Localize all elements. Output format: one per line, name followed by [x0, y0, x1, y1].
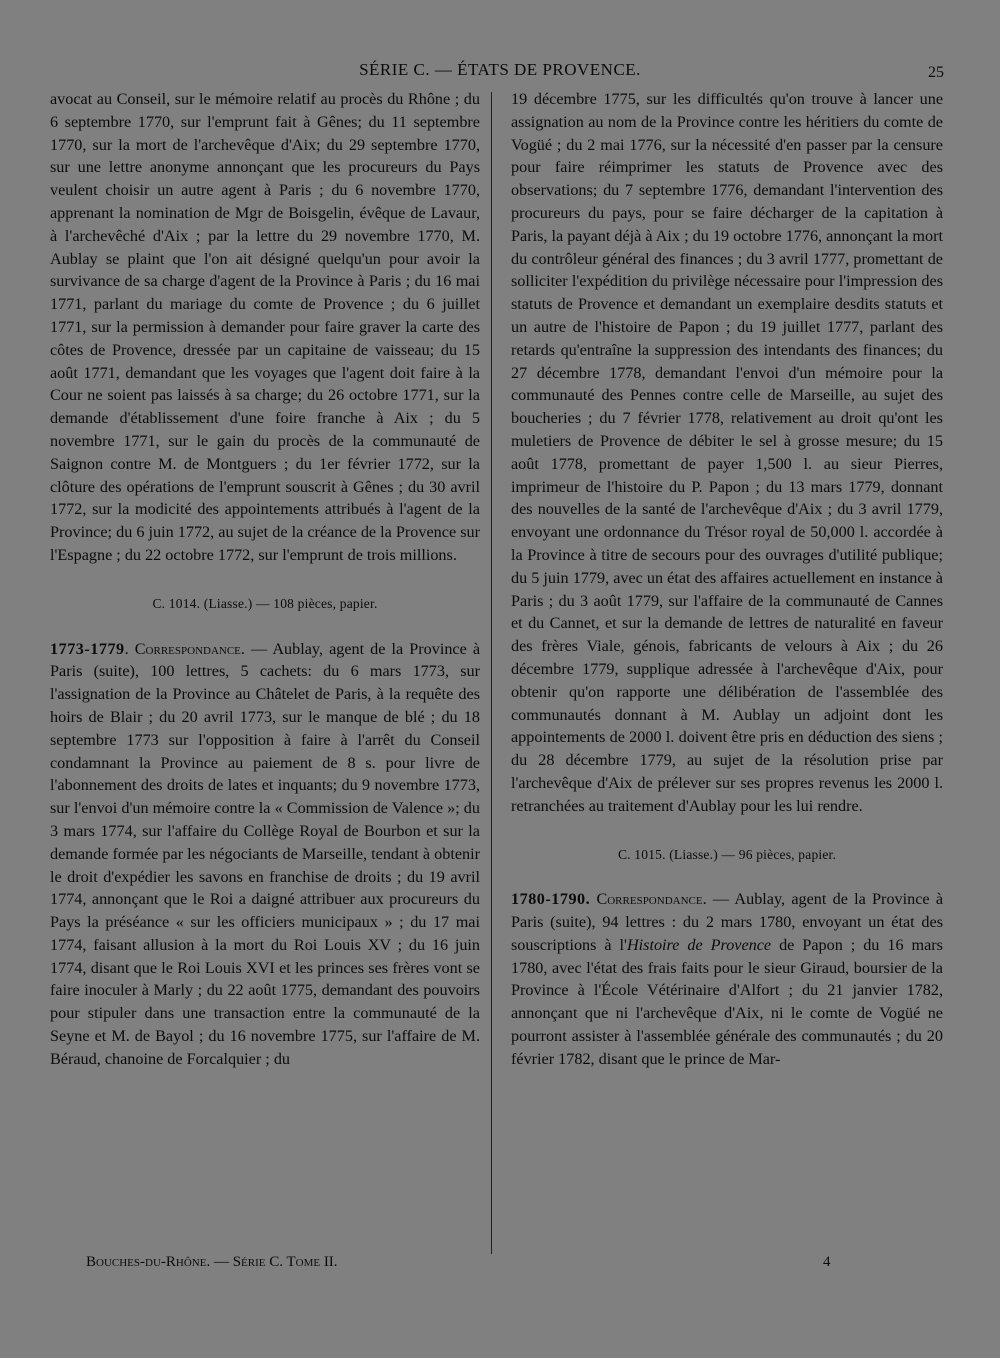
cote-c1015: C. 1015. (Liasse.) — 96 pièces, papier. [617, 846, 837, 862]
page-number: 25 [928, 64, 944, 81]
entry-years: 1780-1790. [511, 890, 591, 909]
entry-text: — Aublay, agent de la Province à Paris (suite), 100 lettres, 5 cachets: du 6 mars 1773, sur l'assignation de la Province au Châtelet de Paris, à la requête des hoirs de Blair ; du 20 avril 1773, sur le manque de blé ; du 18 septembre 1773 sur l'opposition à faire à l'arrêt du Conseil condamnant la Province au paiement de 8 s. pour livre de l'abonnement des droits de lates et inquants; du 9 novembre 1773, sur l'envoi d'un mémoire contre la « Commission de Valence »; du 3 mars 1774, sur l'affaire du Collège Royal de Bourbon et sur la demande formée par les négociants de Marseille, tendant à obtenir le droit d'expédier les savons en franchise de droits ; du 19 avril 1774, annonçant que le Roi a daigné attribuer aux procureurs du Pays la préséance « sur les officiers municipaux » ; du 17 mai 1774, faisant allusion à la mort du Roi Louis XV ; du 16 juin 1774, disant que le Roi Louis XVI et les princes ses frères vont se faire inoculer à Marly ; du 22 août 1775, demandant des pouvoirs pour stipuler dans une transaction entre la communauté de la Seyne et M. de Bayol ; du 16 novembre 1775, sur l'affaire de M. Béraud, chanoine de Forcalquier ; du [50, 639, 481, 1068]
entry-text-a: — Aublay, agent de la Province à Paris (suite), 94 lettres : du 2 mars 1780, envoyant un état des souscriptions à l' [511, 890, 944, 954]
entry-label: Correspondance. [134, 639, 245, 658]
cote-c1014: C. 1014. (Liasse.) — 108 pièces, papier. [152, 595, 378, 611]
right-paragraph-continuation: 19 décembre 1775, sur les difficultés qu'on trouve à lancer une assignation au nom de la Province contre les héritiers du comte de Vogüé ; du 2 mai 1776, sur la nécessité d'en passer par la censure pour faire réimprimer les statuts de Provence avec des observations; du 7 septembre 1776, demandant l'intervention des procureurs du pays, pour se faire décharger de la capitation à Paris, la payant déjà à Aix ; du 19 octobre 1776, annonçant la mort du contrôleur général des finances ; du 3 avril 1777, promettant de solliciter l'expédition du privilège nécessaire pour l'impression des statuts de Provence et demandant un exemplaire desdits statuts et un autre de l'histoire de Papon ; du 19 juillet 1777, parlant des retards qu'entraîne la suppression des intendants des finances; du 27 décembre 1778, demandant l'envoi d'un mémoire pour la communauté des Pennes contre celle de Marseille, au sujet des boucheries ; du 7 février 1778, relativement au droit qu'ont les muletiers de Provence de débiter le sel à grosse mesure; du 15 août 1778, promettant de payer 1,500 l. au sieur Pierres, imprimeur de l'histoire du P. Papon ; du 13 mars 1779, donnant des nouvelles de la santé de l'archevêque d'Aix ; du 3 avril 1779, envoyant une ordonnance du Trésor royal de 50,000 l. accordée à la Province à titre de secours pour des ouvrages d'utilité publique; du 5 juin 1779, avec un état des affaires actuellement en instance à Paris ; du 3 août 1779, sur l'affaire de la communauté de Cannes et du Cannet, et sur la demande de lettres de naturalité en faveur des frères Viale, génois, fabricants de velours à Aix ; du 26 décembre 1779, supplique adressée à l'archevêque d'Aix, pour obtenir qu'on rapporte une délibération de l'assemblée des communautés donnant à M. Aublay un adjoint dont les appointements de 2000 l. doivent être pris en déduction des siens ; du 28 décembre 1779, au sujet de la résolution prise par l'archevêque d'Aix de prélever sur ses propres revenus les 2000 l. retranchées au traitement d'Aublay pour les lui rendre. [511, 90, 944, 815]
entry-text-b: de Papon ; du 16 mars 1780, avec l'état des frais faits pour le sieur Giraud, boursier de la Province à l'École Vétérinaire d'Alfort ; du 21 janvier 1782, annonçant que ni l'archevêque d'Aix, ni le comte de Vogüé ne pourront assister à l'assemblée générale des communautés ; du 20 février 1782, disant que le prince de Mar- [511, 935, 943, 1068]
entry-years: 1773-1779 [50, 639, 125, 658]
running-title: SÉRIE C. — ÉTATS DE PROVENCE. [359, 60, 641, 79]
page-footer [0, 1254, 1000, 1278]
entry-c1014: 1773-1779. Correspondance. — Aublay, agent de la Province à Paris (suite), 100 lettres, 5 cachets: du 6 mars 1773, sur l'assignation de la Province au Châtelet de Paris, à la requête des hoirs de Blair ; du 20 avril 1773, sur le manque de blé ; du 18 septembre 1773 sur l'opposition à faire à l'arrêt du Conseil condamnant la Province au paiement de 8 s. pour livre de l'abonnement des droits de lates et inquants; du 9 novembre 1773, sur l'envoi d'un mémoire contre la « Commission de Valence »; du 3 mars 1774, sur l'affaire du Collège Royal de Bourbon et sur la demande formée par les négociants de Marseille, tendant à obtenir le droit d'expédier les savons en franchise de droits ; du 19 avril 1774, annonçant que le Roi a daigné attribuer aux procureurs du Pays la préséance « sur les officiers municipaux » ; du 17 mai 1774, faisant allusion à la mort du Roi Louis XV ; du 16 juin 1774, disant que le Roi Louis XVI et les princes ses frères vont se faire inoculer à Marly ; du 22 août 1775, demandant des pouvoirs pour stipuler dans une transaction entre la communauté de la Seyne et M. de Bayol ; du 16 novembre 1775, sur l'affaire de M. Béraud, chanoine de Forcalquier ; du [50, 639, 481, 1068]
column-divider [491, 92, 492, 1254]
page-header [0, 60, 1000, 84]
entry-title-italic: Histoire de Provence [626, 935, 772, 954]
left-paragraph-continuation: avocat au Conseil, sur le mémoire relatif au procès du Rhône ; du 6 septembre 1770, sur l'emprunt fait à Gênes; du 11 septembre 1770, sur la mort de l'archevêque d'Aix; du 29 septembre 1770, sur une lettre anonyme annonçant que les procureurs du Pays veulent choisir un autre agent à Paris ; du 6 novembre 1770, apprenant la nomination de Mgr de Boisgelin, évêque de Lavaur, à l'archevêché d'Aix ; par la lettre du 29 novembre 1770, M. Aublay se plaint que l'on ait désigné quelqu'un pour avoir la survivance de sa charge d'agent de la Province à Paris ; du 16 mai 1771, parlant du mariage du comte de Provence ; du 6 juillet 1771, sur la permission à demander pour faire graver la carte des côtes de Provence, dressée par un capitaine de vaisseau; du 15 août 1771, demandant que les voyages que l'agent doit faire à la Cour ne soient pas laissés à sa charge; du 26 octobre 1771, sur la demande d'établissement d'une foire franche à Aix ; du 5 novembre 1771, sur le gain du procès de la communauté de Saignon contre M. de Montguers ; du 1er février 1772, sur la clôture des opérations de l'emprunt souscrit à Gênes ; du 30 avril 1772, sur la modicité des appointements attribués à l'agent de la Province; du 6 juin 1772, au sujet de la créance de la Provence sur l'Espagne ; du 22 octobre 1772, sur l'emprunt de trois millions. [50, 90, 480, 564]
right-column [511, 88, 943, 1071]
footer-volume: Bouches-du-Rhône. — Série C. Tome II. [86, 1254, 338, 1270]
entry-label: Correspondance. [596, 890, 707, 909]
footer-signature: 4 [823, 1254, 831, 1270]
entry-c1015 [511, 888, 943, 1070]
left-column [50, 88, 480, 1071]
